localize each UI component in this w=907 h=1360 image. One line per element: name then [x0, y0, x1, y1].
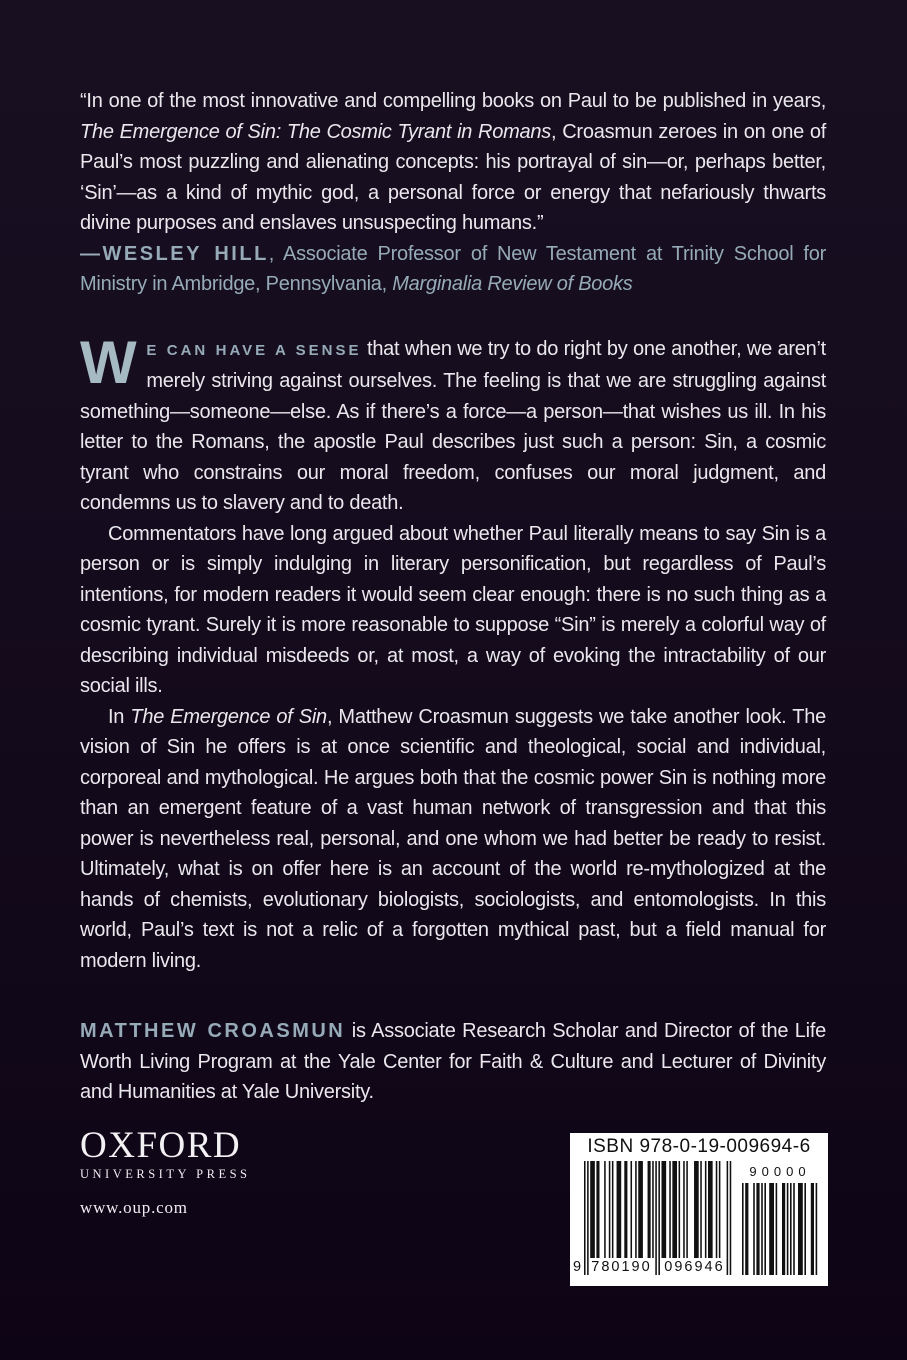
drop-cap: W — [80, 328, 137, 396]
synopsis-paragraph-3: In The Emergence of Sin, Matthew Croasmun suggests we take another look. The vision of Sin he offers is at once scientific and theological, social and individual, corporeal and mythological. He argues both that the cosmic power Sin is nothing more than an emergent feature of a vast human network of transgression and that this power is nevertheless real, personal, and one whom we had better be ready to resist. Ultimately, what is on offer here is an account of the world re-mythologized at the hands of chemists, evolutionary biologists, sociologists, and entomologists. In this world, Paul’s text is not a relic of a forgotten mythical past, but a field manual for modern living. — [80, 705, 827, 972]
reviewer-attribution: —WESLEY HILL, Associate Professor of New Testament at Trinity School for Ministry in Ambridge, Pennsylvania, Marginalia Review of Books — [80, 242, 826, 295]
ean-left-group-digits: 780190 — [591, 1259, 652, 1275]
synopsis-paragraph-1-text: E CAN HAVE A SENSE that when we try to do right by one another, we aren’t merely striving against ourselves. The feeling is that we are struggling against something—someone—else. As if there’s a force—a person—that wishes us ill. In his letter to the Romans, the apostle Paul describes just such a person: Sin, a cosmic tyrant who constrains our moral freedom, confuses our moral judgment, and condemns us to slavery and to death. — [80, 337, 826, 514]
isbn-number-label: ISBN 978-0-19-009694-6 — [587, 1136, 811, 1157]
ean13-digits — [573, 1259, 732, 1276]
isbn-barcode-box — [570, 1133, 828, 1286]
ean13-barcode-icon — [584, 1161, 732, 1275]
ean-right-group-digits: 096946 — [664, 1259, 725, 1275]
review-quote-text: “In one of the most innovative and compelling books on Paul to be published in years, The Emergence of Sin: The Cosmic Tyrant in Romans, Croasmun zeroes in on one of Paul’s most puzzling and alienating concepts: his portrayal of sin—or, perhaps better, ‘Sin’—as a kind of mythic god, a personal force or energy that nefariously thwarts divine purposes and enslaves unsuspecting humans.” — [80, 90, 827, 234]
university-press-label: UNIVERSITY PRESS — [80, 1167, 251, 1181]
oxford-wordmark: OXFORD — [80, 1125, 242, 1166]
author-bio-text: MATTHEW CROASMUN is Associate Research Scholar and Director of the Life Worth Living Program at the Yale Center for Faith & Culture and Lecturer of Divinity and Humanities at Yale University. — [80, 1020, 827, 1103]
author-bio-section — [80, 1016, 826, 1108]
review-quote-block — [80, 86, 826, 300]
synopsis-section — [80, 328, 827, 977]
ean5-supplement-barcode-icon — [742, 1183, 818, 1275]
synopsis-paragraph-1 — [80, 328, 826, 519]
barcode-supplement-digits: 90000 — [749, 1164, 811, 1179]
publisher-website: www.oup.com — [80, 1198, 188, 1217]
publisher-logo — [80, 1125, 251, 1182]
synopsis-paragraph-2: Commentators have long argued about whether Paul literally means to say Sin is a person or is simply indulging in literary personification, but regardless of Paul’s intentions, for modern readers it would seem clear enough: there is no such thing as a cosmic tyrant. Surely it is more reasonable to suppose “Sin” is merely a colorful way of describing individual misdeeds or, at most, a way of evoking the intractability of our social ills. — [80, 522, 826, 697]
ean-lead-digit: 9 — [573, 1259, 582, 1275]
